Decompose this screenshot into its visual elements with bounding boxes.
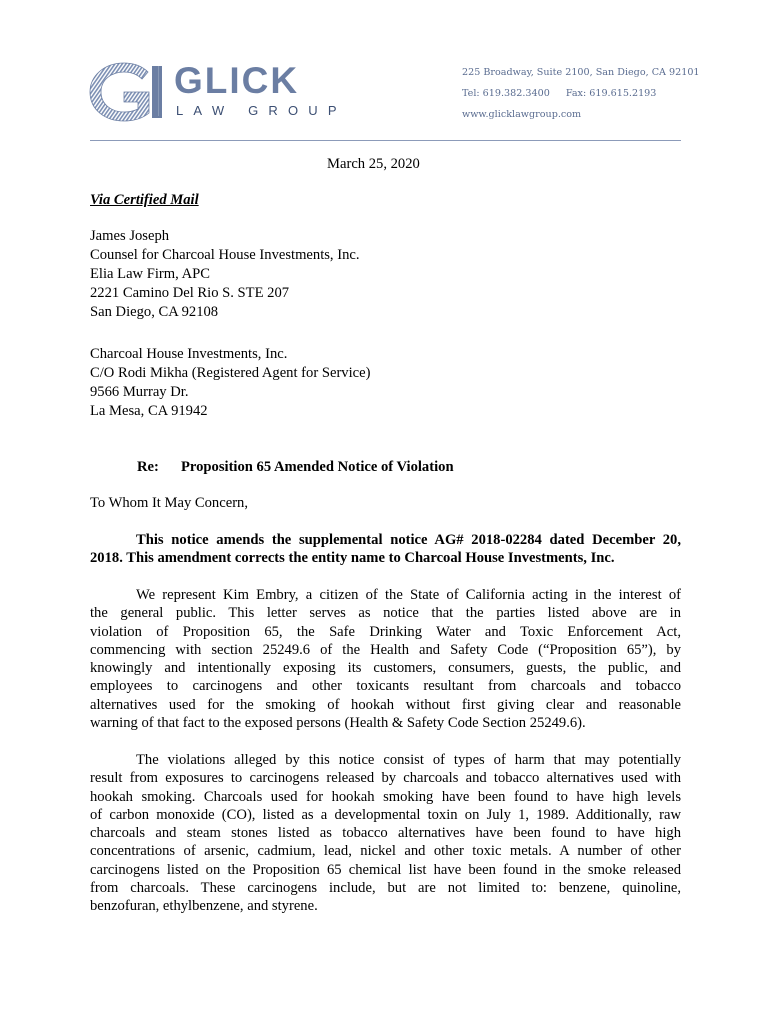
paragraph-line: commencing with section 25249.6 of the Health and Safety Code (“Proposition 65”), by xyxy=(90,641,681,658)
paragraph-line: hookah smoking. Charcoals used for hookah smoking have been found to have high levels xyxy=(90,788,681,805)
address-line: James Joseph xyxy=(90,228,170,244)
paragraph-line: of carbon monoxide (CO), listed as a developmental toxin on July 1, 1989. Additionally, raw xyxy=(90,806,681,823)
paragraph-line: knowingly and intentionally exposing its customers, consumers, guests, the public, and xyxy=(90,660,681,677)
amendment-paragraph xyxy=(90,531,681,568)
address-line: San Diego, CA 92108 xyxy=(90,303,219,320)
firm-phone-row xyxy=(462,83,700,104)
paragraph-line: alternatives used for the smoking of hookah without first giving clear and reasonable xyxy=(90,696,681,713)
paragraph-line: carcinogens listed on the Proposition 65 chemical list have been found in the smoke released xyxy=(90,861,681,878)
firm-address: 225 Broadway, Suite 2100, San Diego, CA 92101 xyxy=(462,67,700,78)
paragraph-line: We represent Kim Embry, a citizen of the State of California acting in the interest of xyxy=(136,587,681,603)
delivery-method: Via Certified Mail xyxy=(90,192,199,208)
g-logo-icon xyxy=(86,62,168,122)
paragraph-line: the general public. This letter serves as notice that the parties listed above are in xyxy=(90,605,681,622)
letterhead-rule xyxy=(90,140,681,141)
firm-tel: Tel: 619.382.3400 xyxy=(462,88,550,99)
paragraph-line: concentrations of arsenic, cadmium, lead, nickel and other toxic metals. A number of other xyxy=(90,843,681,860)
re-label: Re: xyxy=(137,459,159,475)
paragraph-line: violation of Proposition 65, the Safe Drinking Water and Toxic Enforcement Act, xyxy=(90,623,681,640)
firm-name: GLICK xyxy=(174,60,300,101)
paragraph-line: benzofuran, ethylbenzene, and styrene. xyxy=(90,898,318,915)
paragraph-line: warning of that fact to the exposed persons (Health & Safety Code Section 25249.6). xyxy=(90,715,586,732)
logo-divider xyxy=(158,66,159,116)
recipient-address-1 xyxy=(90,227,360,322)
firm-website[interactable]: www.glicklawgroup.com xyxy=(462,109,582,120)
violations-paragraph xyxy=(90,751,681,916)
address-line: 9566 Murray Dr. xyxy=(90,383,189,400)
representation-paragraph xyxy=(90,586,681,732)
recipient-address-2 xyxy=(90,345,370,421)
paragraph-line: charcoals and steam stones listed as tobacco alternatives have been found to have high xyxy=(90,825,681,842)
paragraph-line: The violations alleged by this notice consist of types of harm that may potentially xyxy=(136,752,681,768)
address-line: Elia Law Firm, APC xyxy=(90,265,210,282)
address-line: 2221 Camino Del Rio S. STE 207 xyxy=(90,284,290,301)
paragraph-line: result from exposures to carcinogens released by charcoals and tobacco alternatives used with xyxy=(90,770,681,787)
paragraph-line: This notice amends the supplemental notice AG# 2018-02284 dated December 20, xyxy=(136,532,681,548)
address-line: C/O Rodi Mikha (Registered Agent for Service) xyxy=(90,364,371,381)
salutation: To Whom It May Concern, xyxy=(90,495,248,511)
firm-contact-block xyxy=(462,62,700,125)
paragraph-line: 2018. This amendment corrects the entity name to Charcoal House Investments, Inc. xyxy=(90,550,615,567)
letter-date: March 25, 2020 xyxy=(327,156,420,172)
subject-line xyxy=(137,458,454,477)
firm-subtitle: LAW GROUP xyxy=(176,103,347,118)
paragraph-line: employees to carcinogens and other toxicants resultant from charcoals and tobacco xyxy=(90,678,681,695)
firm-fax: Fax: 619.615.2193 xyxy=(565,88,657,99)
address-line: Counsel for Charcoal House Investments, Inc. xyxy=(90,246,360,263)
paragraph-line: from charcoals. These carcinogens include, but are not limited to: benzene, quinoline, xyxy=(90,880,681,897)
address-line: La Mesa, CA 91942 xyxy=(90,402,208,419)
address-line: Charcoal House Investments, Inc. xyxy=(90,346,288,362)
re-subject: Proposition 65 Amended Notice of Violation xyxy=(181,459,454,475)
